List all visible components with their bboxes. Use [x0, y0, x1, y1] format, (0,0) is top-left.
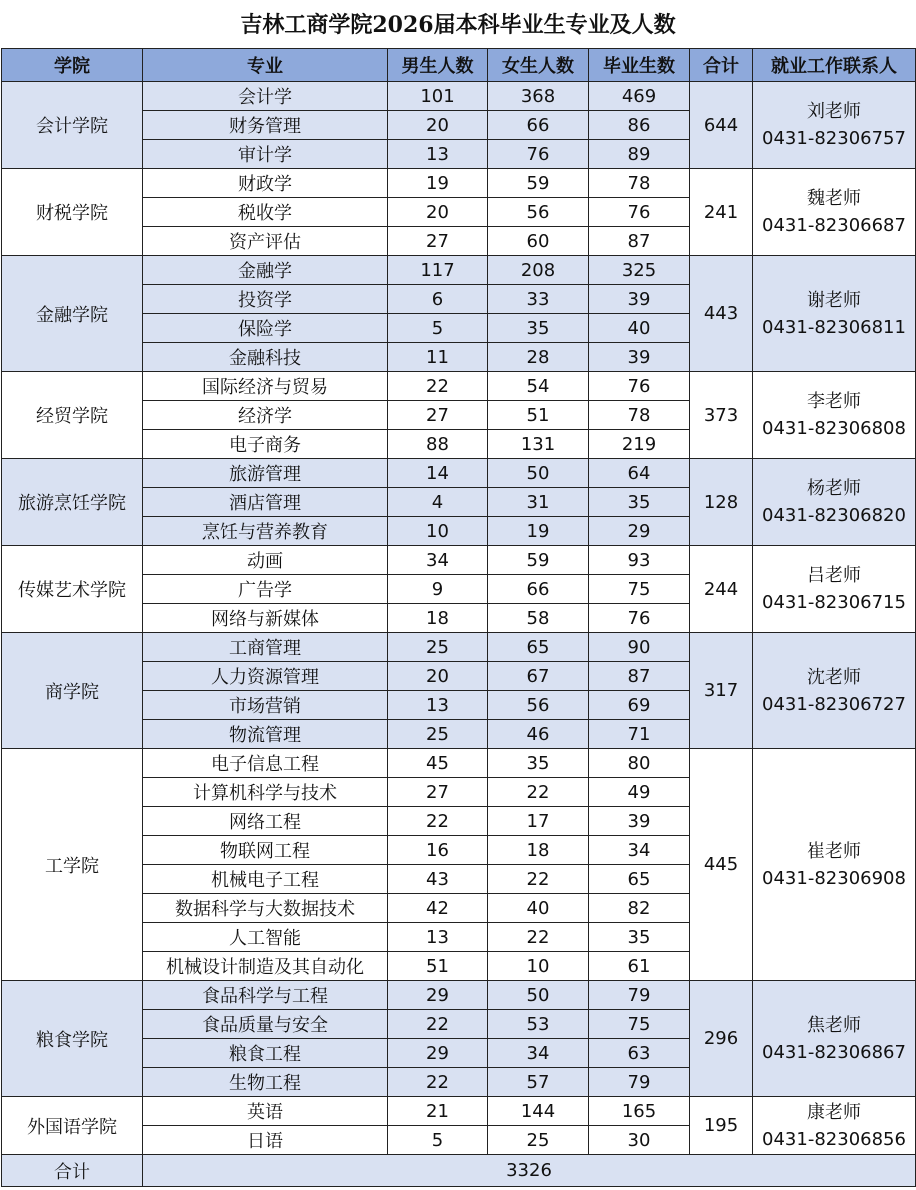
graduate-count: 39 — [589, 285, 690, 314]
male-count: 88 — [388, 430, 488, 459]
graduate-count: 29 — [589, 517, 690, 546]
graduate-count: 79 — [589, 1068, 690, 1097]
male-count: 11 — [388, 343, 488, 372]
contact-cell — [753, 981, 916, 1097]
graduate-count: 75 — [589, 1010, 690, 1039]
graduate-count: 93 — [589, 546, 690, 575]
grand-total-value: 3326 — [143, 1155, 916, 1187]
college-name: 会计学院 — [2, 82, 143, 169]
male-count: 29 — [388, 1039, 488, 1068]
contact-phone: 0431-82306908 — [762, 867, 906, 889]
contact-name: 谢老师 — [807, 289, 861, 311]
female-count: 60 — [488, 227, 589, 256]
table-row — [2, 256, 916, 285]
female-count: 144 — [488, 1097, 589, 1126]
male-count: 117 — [388, 256, 488, 285]
male-count: 14 — [388, 459, 488, 488]
graduate-count: 35 — [589, 923, 690, 952]
header-female: 女生人数 — [488, 49, 589, 82]
college-total: 373 — [690, 372, 753, 459]
table-row — [2, 546, 916, 575]
graduate-count: 86 — [589, 111, 690, 140]
major-name: 食品质量与安全 — [143, 1010, 388, 1039]
contact-name: 魏老师 — [807, 188, 861, 209]
graduate-count: 165 — [589, 1097, 690, 1126]
major-name: 网络工程 — [143, 807, 388, 836]
major-name: 保险学 — [143, 314, 388, 343]
college-total: 128 — [690, 459, 753, 546]
graduate-count: 78 — [589, 169, 690, 198]
table-body — [2, 82, 916, 1155]
graduate-count: 89 — [589, 140, 690, 169]
graduate-count: 87 — [589, 662, 690, 691]
male-count: 22 — [388, 1010, 488, 1039]
college-name: 财税学院 — [2, 169, 143, 256]
contact-phone: 0431-82306867 — [762, 1041, 906, 1063]
male-count: 13 — [388, 923, 488, 952]
header-graduates: 毕业生数 — [589, 49, 690, 82]
male-count: 21 — [388, 1097, 488, 1126]
female-count: 50 — [488, 981, 589, 1010]
contact-phone: 0431-82306811 — [762, 316, 906, 338]
female-count: 10 — [488, 952, 589, 981]
graduate-count: 63 — [589, 1039, 690, 1068]
male-count: 22 — [388, 1068, 488, 1097]
male-count: 20 — [388, 198, 488, 227]
male-count: 5 — [388, 314, 488, 343]
header-male: 男生人数 — [388, 49, 488, 82]
graduate-count: 34 — [589, 836, 690, 865]
major-name: 广告学 — [143, 575, 388, 604]
male-count: 29 — [388, 981, 488, 1010]
contact-name: 刘老师 — [807, 101, 861, 122]
table-row — [2, 981, 916, 1010]
graduate-count: 325 — [589, 256, 690, 285]
college-total: 445 — [690, 749, 753, 981]
female-count: 131 — [488, 430, 589, 459]
major-name: 税收学 — [143, 198, 388, 227]
contact-phone: 0431-82306687 — [762, 215, 906, 236]
female-count: 22 — [488, 778, 589, 807]
male-count: 4 — [388, 488, 488, 517]
contact-cell — [753, 749, 916, 981]
graduate-count: 65 — [589, 865, 690, 894]
graduates-table — [1, 48, 916, 1187]
contact-phone: 0431-82306757 — [762, 128, 906, 149]
male-count: 20 — [388, 662, 488, 691]
college-total: 296 — [690, 981, 753, 1097]
college-total: 241 — [690, 169, 753, 256]
female-count: 22 — [488, 865, 589, 894]
male-count: 25 — [388, 720, 488, 749]
grand-total-row — [2, 1155, 916, 1187]
major-name: 投资学 — [143, 285, 388, 314]
male-count: 5 — [388, 1126, 488, 1155]
header-major: 专业 — [143, 49, 388, 82]
contact-cell — [753, 546, 916, 633]
male-count: 22 — [388, 372, 488, 401]
graduate-count: 469 — [589, 82, 690, 111]
female-count: 19 — [488, 517, 589, 546]
male-count: 22 — [388, 807, 488, 836]
female-count: 66 — [488, 575, 589, 604]
major-name: 财务管理 — [143, 111, 388, 140]
graduate-count: 61 — [589, 952, 690, 981]
graduate-count: 64 — [589, 459, 690, 488]
major-name: 市场营销 — [143, 691, 388, 720]
female-count: 65 — [488, 633, 589, 662]
graduate-count: 76 — [589, 372, 690, 401]
grand-total-label: 合计 — [2, 1155, 143, 1187]
major-name: 机械电子工程 — [143, 865, 388, 894]
graduate-count: 71 — [589, 720, 690, 749]
graduate-count: 80 — [589, 749, 690, 778]
contact-cell — [753, 633, 916, 749]
college-name: 工学院 — [2, 749, 143, 981]
graduate-count: 69 — [589, 691, 690, 720]
table-row — [2, 82, 916, 111]
graduate-count: 87 — [589, 227, 690, 256]
female-count: 25 — [488, 1126, 589, 1155]
major-name: 物流管理 — [143, 720, 388, 749]
female-count: 57 — [488, 1068, 589, 1097]
male-count: 45 — [388, 749, 488, 778]
contact-phone: 0431-82306727 — [762, 693, 906, 715]
contact-cell — [753, 1097, 916, 1155]
female-count: 66 — [488, 111, 589, 140]
graduate-count: 30 — [589, 1126, 690, 1155]
graduate-count: 79 — [589, 981, 690, 1010]
female-count: 59 — [488, 546, 589, 575]
graduate-count: 82 — [589, 894, 690, 923]
graduate-count: 40 — [589, 314, 690, 343]
contact-cell — [753, 459, 916, 546]
college-total: 644 — [690, 82, 753, 169]
male-count: 13 — [388, 140, 488, 169]
college-name: 粮食学院 — [2, 981, 143, 1097]
table-row — [2, 372, 916, 401]
major-name: 日语 — [143, 1126, 388, 1155]
major-name: 国际经济与贸易 — [143, 372, 388, 401]
graduate-count: 39 — [589, 807, 690, 836]
female-count: 50 — [488, 459, 589, 488]
graduate-count: 90 — [589, 633, 690, 662]
female-count: 76 — [488, 140, 589, 169]
page-title: 吉林工商学院2026届本科毕业生专业及人数 — [240, 12, 676, 38]
male-count: 43 — [388, 865, 488, 894]
male-count: 9 — [388, 575, 488, 604]
major-name: 烹饪与营养教育 — [143, 517, 388, 546]
major-name: 电子商务 — [143, 430, 388, 459]
female-count: 18 — [488, 836, 589, 865]
major-name: 人工智能 — [143, 923, 388, 952]
contact-name: 崔老师 — [807, 840, 861, 862]
female-count: 33 — [488, 285, 589, 314]
contact-phone: 0431-82306715 — [762, 592, 906, 613]
female-count: 56 — [488, 691, 589, 720]
major-name: 物联网工程 — [143, 836, 388, 865]
female-count: 46 — [488, 720, 589, 749]
college-name: 商学院 — [2, 633, 143, 749]
contact-cell — [753, 82, 916, 169]
major-name: 网络与新媒体 — [143, 604, 388, 633]
major-name: 财政学 — [143, 169, 388, 198]
major-name: 经济学 — [143, 401, 388, 430]
male-count: 13 — [388, 691, 488, 720]
male-count: 6 — [388, 285, 488, 314]
male-count: 16 — [388, 836, 488, 865]
female-count: 53 — [488, 1010, 589, 1039]
college-name: 金融学院 — [2, 256, 143, 372]
header-contact: 就业工作联系人 — [753, 49, 916, 82]
male-count: 27 — [388, 401, 488, 430]
male-count: 20 — [388, 111, 488, 140]
table-row — [2, 169, 916, 198]
major-name: 食品科学与工程 — [143, 981, 388, 1010]
female-count: 368 — [488, 82, 589, 111]
contact-name: 李老师 — [807, 391, 861, 412]
female-count: 40 — [488, 894, 589, 923]
female-count: 51 — [488, 401, 589, 430]
college-name: 传媒艺术学院 — [2, 546, 143, 633]
contact-name: 康老师 — [807, 1101, 861, 1123]
female-count: 54 — [488, 372, 589, 401]
contact-cell — [753, 169, 916, 256]
major-name: 金融科技 — [143, 343, 388, 372]
female-count: 58 — [488, 604, 589, 633]
graduate-count: 35 — [589, 488, 690, 517]
contact-name: 焦老师 — [807, 1014, 861, 1036]
female-count: 28 — [488, 343, 589, 372]
table-row — [2, 459, 916, 488]
major-name: 动画 — [143, 546, 388, 575]
female-count: 31 — [488, 488, 589, 517]
table-row — [2, 1097, 916, 1126]
female-count: 22 — [488, 923, 589, 952]
male-count: 27 — [388, 778, 488, 807]
contact-name: 杨老师 — [807, 478, 861, 499]
major-name: 人力资源管理 — [143, 662, 388, 691]
graduate-count: 75 — [589, 575, 690, 604]
contact-name: 沈老师 — [807, 666, 861, 688]
male-count: 19 — [388, 169, 488, 198]
female-count: 67 — [488, 662, 589, 691]
male-count: 42 — [388, 894, 488, 923]
female-count: 208 — [488, 256, 589, 285]
college-total: 443 — [690, 256, 753, 372]
major-name: 电子信息工程 — [143, 749, 388, 778]
female-count: 34 — [488, 1039, 589, 1068]
contact-cell — [753, 372, 916, 459]
college-total: 244 — [690, 546, 753, 633]
male-count: 34 — [388, 546, 488, 575]
major-name: 审计学 — [143, 140, 388, 169]
header-total: 合计 — [690, 49, 753, 82]
major-name: 粮食工程 — [143, 1039, 388, 1068]
college-name: 经贸学院 — [2, 372, 143, 459]
table-row — [2, 633, 916, 662]
female-count: 35 — [488, 314, 589, 343]
major-name: 英语 — [143, 1097, 388, 1126]
college-total: 195 — [690, 1097, 753, 1155]
contact-cell — [753, 256, 916, 372]
college-name: 外国语学院 — [2, 1097, 143, 1155]
contact-phone: 0431-82306856 — [762, 1128, 906, 1150]
header-row — [2, 49, 916, 82]
table-row — [2, 749, 916, 778]
major-name: 资产评估 — [143, 227, 388, 256]
male-count: 10 — [388, 517, 488, 546]
graduate-count: 219 — [589, 430, 690, 459]
female-count: 56 — [488, 198, 589, 227]
male-count: 18 — [388, 604, 488, 633]
graduate-count: 76 — [589, 604, 690, 633]
contact-phone: 0431-82306808 — [762, 418, 906, 439]
graduate-count: 78 — [589, 401, 690, 430]
female-count: 17 — [488, 807, 589, 836]
major-name: 工商管理 — [143, 633, 388, 662]
contact-phone: 0431-82306820 — [762, 505, 906, 526]
contact-name: 吕老师 — [807, 565, 861, 586]
major-name: 生物工程 — [143, 1068, 388, 1097]
major-name: 金融学 — [143, 256, 388, 285]
male-count: 27 — [388, 227, 488, 256]
female-count: 35 — [488, 749, 589, 778]
major-name: 会计学 — [143, 82, 388, 111]
college-total: 317 — [690, 633, 753, 749]
male-count: 25 — [388, 633, 488, 662]
college-name: 旅游烹饪学院 — [2, 459, 143, 546]
major-name: 计算机科学与技术 — [143, 778, 388, 807]
major-name: 数据科学与大数据技术 — [143, 894, 388, 923]
female-count: 59 — [488, 169, 589, 198]
major-name: 旅游管理 — [143, 459, 388, 488]
male-count: 51 — [388, 952, 488, 981]
male-count: 101 — [388, 82, 488, 111]
major-name: 酒店管理 — [143, 488, 388, 517]
graduate-count: 49 — [589, 778, 690, 807]
graduate-count: 39 — [589, 343, 690, 372]
major-name: 机械设计制造及其自动化 — [143, 952, 388, 981]
header-college: 学院 — [2, 49, 143, 82]
graduate-count: 76 — [589, 198, 690, 227]
